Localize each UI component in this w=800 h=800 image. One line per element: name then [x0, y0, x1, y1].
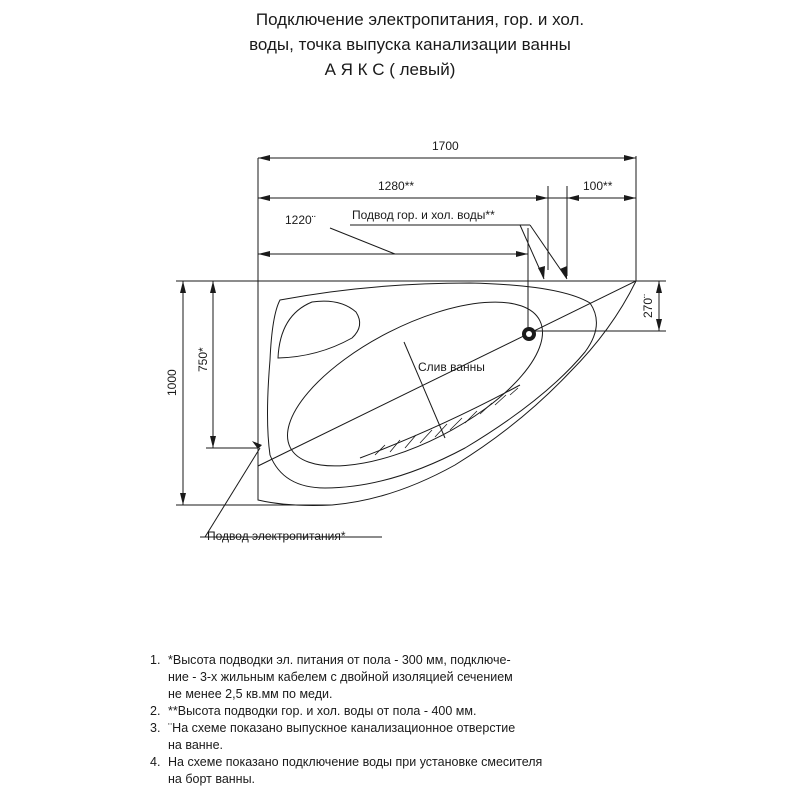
note-number: 1.	[150, 653, 161, 667]
note-item	[150, 754, 710, 788]
note-number: 2.	[150, 704, 161, 718]
dim-1280-label: 1280**	[378, 179, 415, 193]
note-item	[150, 720, 710, 754]
title-line-2: воды, точка выпуска канализации ванны	[249, 35, 571, 54]
note-number: 3.	[150, 721, 161, 735]
note-number: 4.	[150, 755, 161, 769]
drain-label: Слив ванны	[418, 360, 485, 374]
power-leader	[205, 448, 260, 537]
dim-100-label: 100**	[583, 179, 613, 193]
note-text: На схеме показано подключение воды при установке смесителя на борт ванны.	[168, 755, 543, 786]
note-text: ¨На схеме показано выпускное канализационное отверстие на ванне.	[168, 721, 516, 752]
dim-1220-label: 1220¨	[285, 213, 316, 227]
power-supply-label: Подвод электропитания*	[207, 529, 346, 543]
seat-step	[360, 385, 520, 458]
dim-1700-label: 1700	[432, 139, 459, 153]
dim-1000-label: 1000	[165, 369, 179, 396]
note-item	[150, 703, 710, 720]
note-text: *Высота подводки эл. питания от пола - 300 мм, подключе- ние - 3-х жильным кабелем с двойной изоляцией сечением не менее 2,5 кв.мм по меди.	[168, 653, 513, 701]
tub-outer-outline	[258, 281, 636, 505]
dim-270-label: 270¨	[641, 293, 655, 318]
water-supply-label: Подвод гор. и хол. воды**	[352, 208, 495, 222]
note-text: **Высота подводки гор. и хол. воды от пола - 400 мм.	[168, 704, 477, 718]
dim-750-label: 750*	[196, 347, 210, 372]
notes-list	[150, 652, 710, 788]
title-line-3: А Я К С ( левый)	[324, 60, 456, 79]
headrest	[278, 301, 360, 358]
title-line-1: Подключение электропитания, гор. и хол.	[255, 10, 585, 29]
note-item	[150, 652, 710, 703]
drain-cross-line	[404, 342, 445, 438]
